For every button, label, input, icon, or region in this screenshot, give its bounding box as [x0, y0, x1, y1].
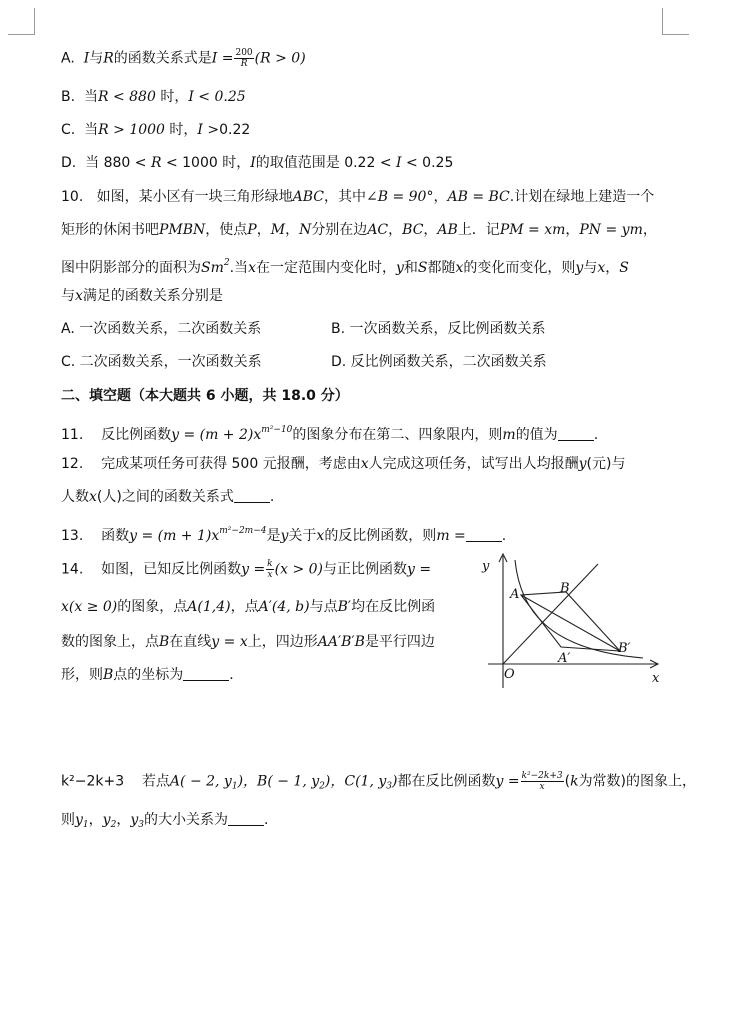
page-corner-mark-left — [8, 8, 35, 35]
question-10-line-2: 矩形的休闲书吧PMBN，使点P，M，N分别在边AC，BC，AB上．记PM = xm，PN = ym， — [61, 222, 657, 238]
fraction-200-over-r: $\frac{200}{R}$ — [235, 48, 253, 69]
question-15-line-1: k²−2k+3 若点A( − 2, $y_1$)，B( − 1, $y_2$)，C(1, $y_3$)都在反比例函数y = $\frac{\text{k²−2k+3}}{x}$ (k为常数)的图象上， — [61, 771, 697, 792]
label-axis-x: x — [652, 671, 660, 686]
label-point-b: B — [560, 581, 570, 596]
option-9b: B. 当R < 880 时，I < 0.25 — [61, 89, 246, 105]
answer-blank-13[interactable] — [466, 527, 502, 542]
question-10-options-row-2 — [61, 352, 661, 372]
question-10-options-row-1 — [61, 319, 661, 339]
question-12-line-1: 12. 完成某项任务可获得 500 元报酬，考虑由x人完成这项任务，试写出人均报酬y(元)与 — [61, 456, 626, 472]
option-10d: D. 反比例函数关系，二次函数关系 — [331, 354, 547, 370]
question-10-line-1: 10. 如图，某小区有一块三角形绿地ABC，其中∠B = 90°，AB = BC.计划在绿地上建造一个 — [61, 189, 655, 205]
answer-blank-15[interactable] — [228, 811, 264, 826]
label-point-a-prime: A′ — [558, 651, 571, 666]
question-14-line-1: 14. 如图，已知反比例函数y = $\frac{k}{x}$ (x > 0)与正比例函数y = — [61, 559, 432, 580]
question-10-line-3: 图中阴影部分的面积为Sm$^2$.当x在一定范围内变化时，y和S都随x的变化而变化，则y与x，S — [61, 258, 629, 276]
label-axis-y: y — [482, 559, 490, 574]
option-10b: B. 一次函数关系，反比例函数关系 — [331, 321, 546, 337]
option-10c: C. 二次函数关系，一次函数关系 — [61, 354, 262, 370]
answer-blank-12[interactable] — [234, 488, 270, 503]
answer-blank-14[interactable] — [183, 666, 229, 681]
page-corner-mark-right — [662, 8, 689, 35]
option-10a: A. 一次函数关系，二次函数关系 — [61, 321, 262, 337]
question-10-line-4: 与x满足的函数关系分别是 — [61, 288, 223, 304]
question-15-line-2: 则$y_1$，$y_2$，$y_3$的大小关系为 . — [61, 812, 269, 830]
fraction-k-quadratic-over-x: $\frac{\text{k²−2k+3}}{x}$ — [521, 771, 563, 792]
fraction-k-over-x: $\frac{k}{x}$ — [267, 559, 273, 580]
question-12-line-2: 人数x(人)之间的函数关系式 . — [61, 489, 275, 505]
label-point-a: A — [510, 587, 520, 602]
question-13: 13. 函数$y = (m + 1)x^{m^2-2m-4}$是y关于x的反比例函数，则m = . — [61, 526, 507, 544]
question-14-line-3: 数的图象上，点B在直线y = x上，四边形AA′B′B是平行四边 — [61, 634, 435, 650]
answer-blank-11[interactable] — [558, 426, 594, 441]
label-origin: O — [504, 667, 515, 682]
option-9c: C. 当R > 1000 时，I >0.22 — [61, 122, 251, 138]
diagonal-a-b2 — [521, 595, 620, 651]
question-11: 11. 反比例函数$y = (m + 2)x^{m^2-10}$的图象分布在第二、四象限内，则m的值为 . — [61, 425, 599, 443]
figure-14-graph — [478, 550, 670, 690]
question-14-line-4: 形，则B点的坐标为 . — [61, 667, 234, 683]
section-2-title: 二、填空题（本大题共 6 小题，共 18.0 分） — [61, 388, 349, 404]
label-point-b-prime: B′ — [618, 641, 631, 656]
option-9a: A. I与R的函数关系式是I = $\frac{200}{R}$ (R > 0) — [61, 48, 306, 69]
question-14-line-2: x(x ≥ 0)的图象，点A(1,4)，点A′(4, b)与点B′均在反比例函 — [61, 599, 436, 615]
option-9d: D. 当 880 < R < 1000 时，I的取值范围是 0.22 < I < 0.25 — [61, 155, 454, 171]
